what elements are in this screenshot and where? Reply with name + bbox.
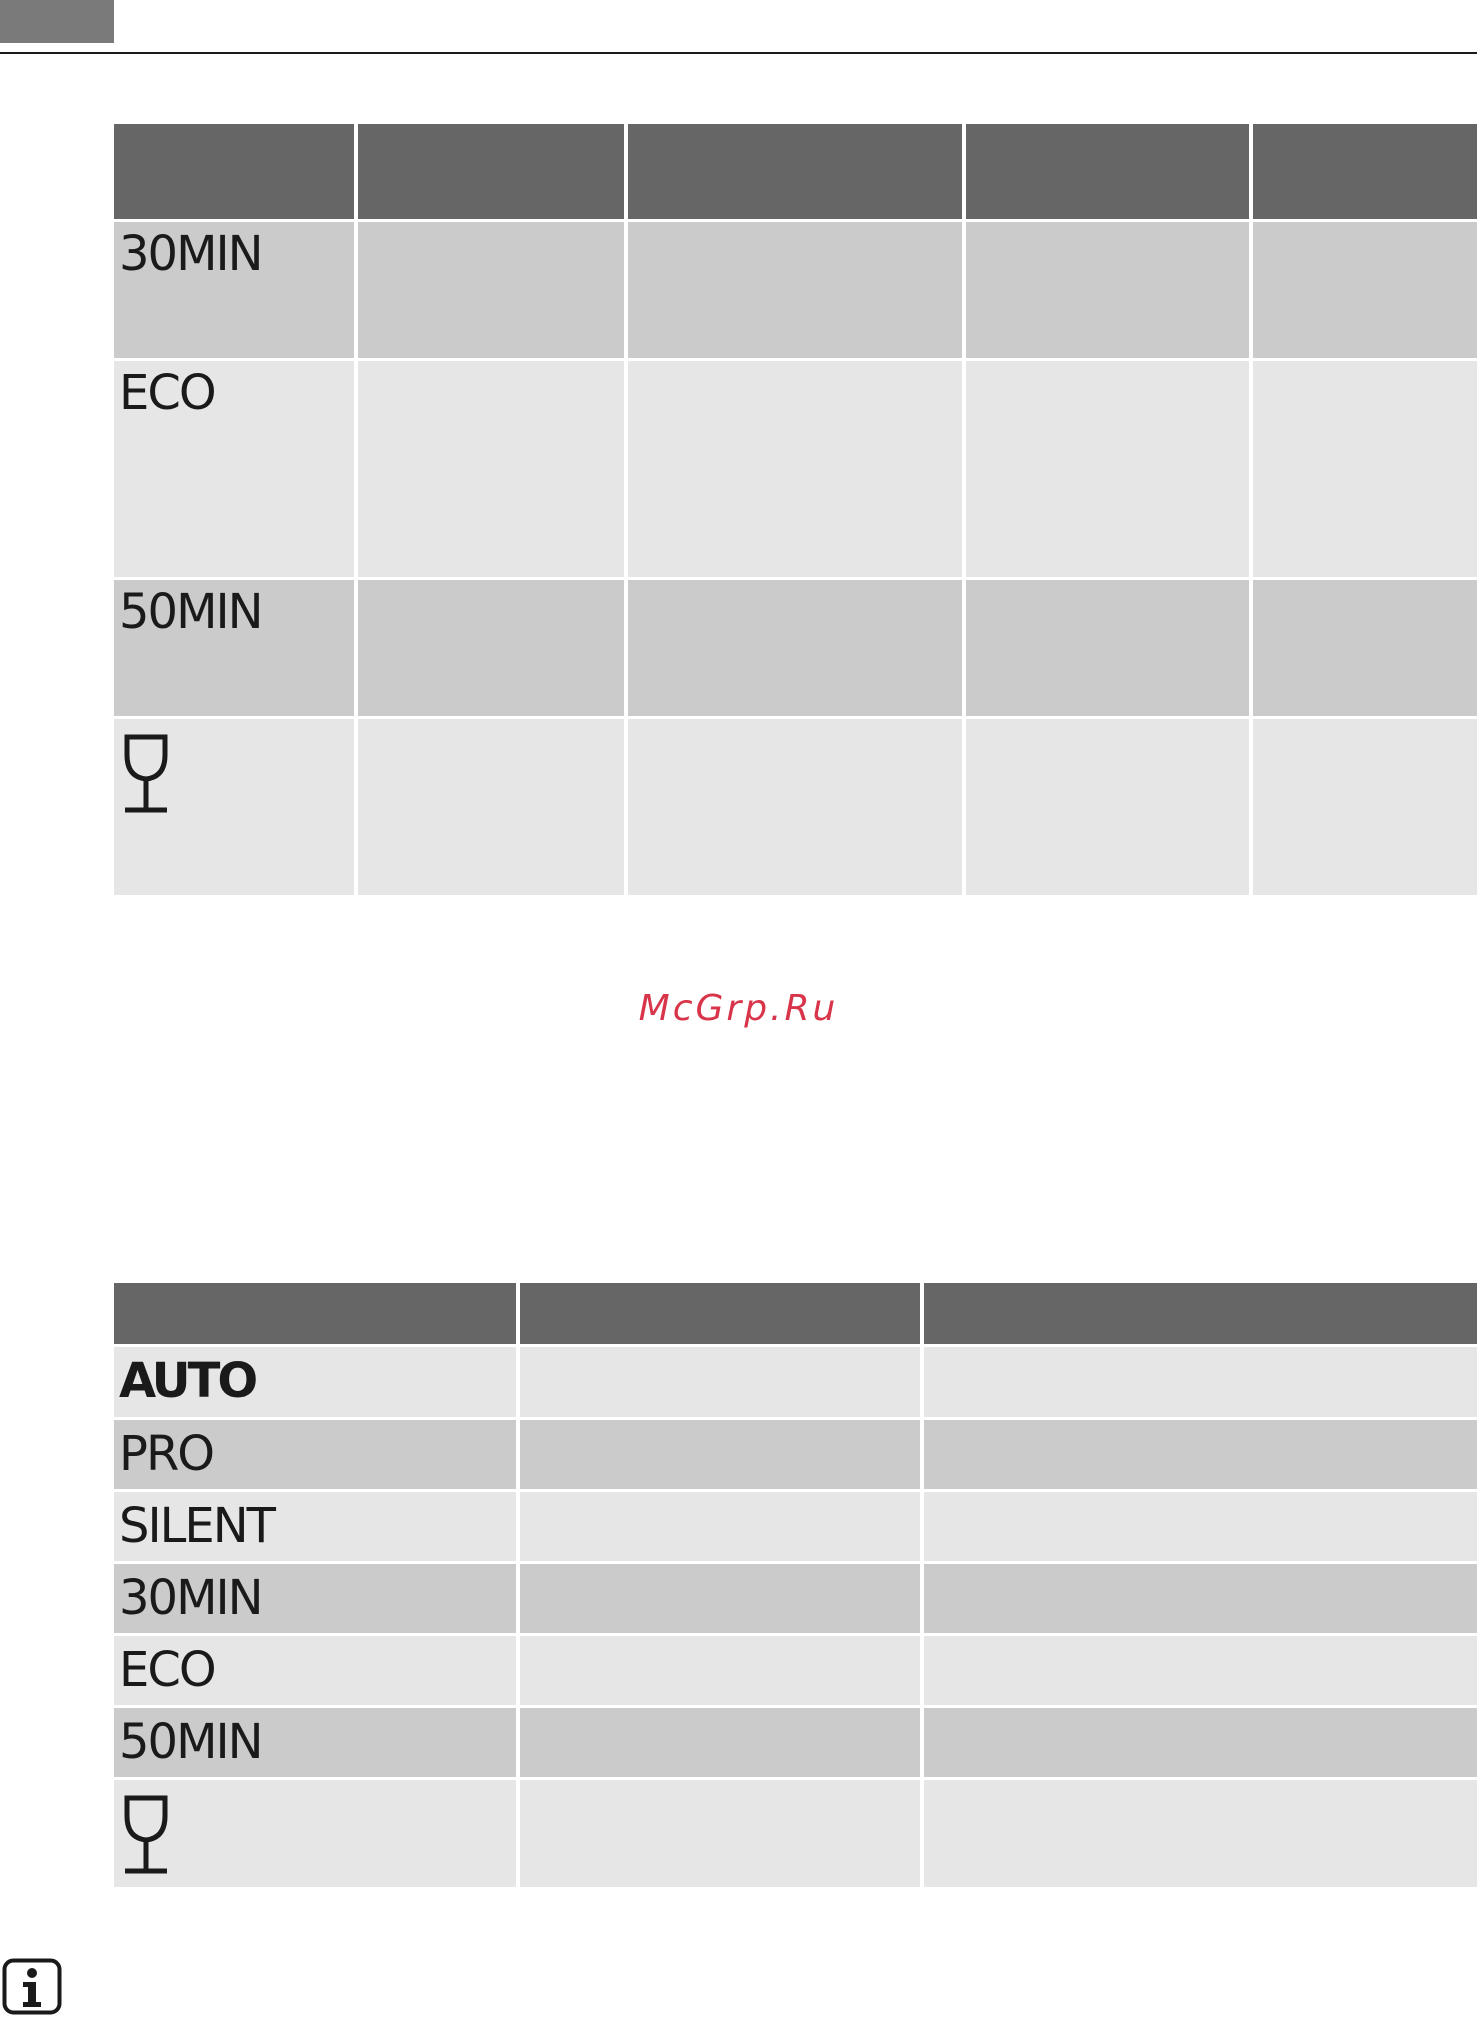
table-cell bbox=[520, 1636, 920, 1705]
program-label-30min: 30MIN bbox=[114, 1564, 516, 1633]
table-cell bbox=[924, 1708, 1477, 1777]
table-cell bbox=[966, 361, 1249, 577]
program-label-glass bbox=[114, 1780, 516, 1887]
table-cell bbox=[628, 361, 962, 577]
table-cell bbox=[1253, 361, 1477, 577]
header-rule bbox=[0, 52, 1477, 54]
table-cell bbox=[358, 580, 624, 716]
table-cell bbox=[520, 1564, 920, 1633]
program-label-50min: 50MIN bbox=[114, 1708, 516, 1777]
table-cell bbox=[358, 719, 624, 895]
table-cell bbox=[628, 719, 962, 895]
table-header-cell bbox=[966, 124, 1249, 219]
program-label-silent: SILENT bbox=[114, 1492, 516, 1561]
table-cell bbox=[966, 719, 1249, 895]
table-cell bbox=[924, 1780, 1477, 1887]
table-header-cell bbox=[628, 124, 962, 219]
table-cell bbox=[966, 222, 1249, 358]
table-header-cell bbox=[520, 1283, 920, 1344]
table-cell bbox=[1253, 222, 1477, 358]
table-cell bbox=[924, 1347, 1477, 1417]
table-header-cell bbox=[924, 1283, 1477, 1344]
table-cell bbox=[924, 1492, 1477, 1561]
table-cell bbox=[924, 1564, 1477, 1633]
table-cell bbox=[1253, 580, 1477, 716]
table-cell bbox=[628, 222, 962, 358]
table-cell bbox=[966, 580, 1249, 716]
table-cell bbox=[520, 1492, 920, 1561]
table-header-cell bbox=[358, 124, 624, 219]
table-header-cell bbox=[114, 1283, 516, 1344]
program-label-50min: 50MIN bbox=[114, 580, 354, 716]
table-cell bbox=[520, 1420, 920, 1489]
wine-glass-icon bbox=[121, 733, 171, 815]
program-label-30min: 30MIN bbox=[114, 222, 354, 358]
table-cell bbox=[1253, 719, 1477, 895]
table-cell bbox=[520, 1780, 920, 1887]
table-cell bbox=[358, 222, 624, 358]
program-label-auto: AUTO bbox=[114, 1347, 516, 1417]
program-label-glass bbox=[114, 719, 354, 895]
table-cell bbox=[520, 1347, 920, 1417]
program-label-eco: ECO bbox=[114, 1636, 516, 1705]
program-label-pro: PRO bbox=[114, 1420, 516, 1489]
table-cell bbox=[924, 1420, 1477, 1489]
watermark-text: McGrp.Ru bbox=[638, 988, 839, 1029]
table-cell bbox=[924, 1636, 1477, 1705]
wine-glass-icon bbox=[121, 1794, 171, 1876]
program-label-eco: ECO bbox=[114, 361, 354, 577]
table-header-cell bbox=[114, 124, 354, 219]
table-cell bbox=[358, 361, 624, 577]
table-header-cell bbox=[1253, 124, 1477, 219]
table-cell bbox=[628, 580, 962, 716]
program-values-table bbox=[114, 124, 1477, 895]
info-icon bbox=[2, 1958, 62, 2015]
page-number-tab bbox=[0, 0, 114, 43]
table-cell bbox=[520, 1708, 920, 1777]
program-options-table bbox=[114, 1283, 1477, 1887]
